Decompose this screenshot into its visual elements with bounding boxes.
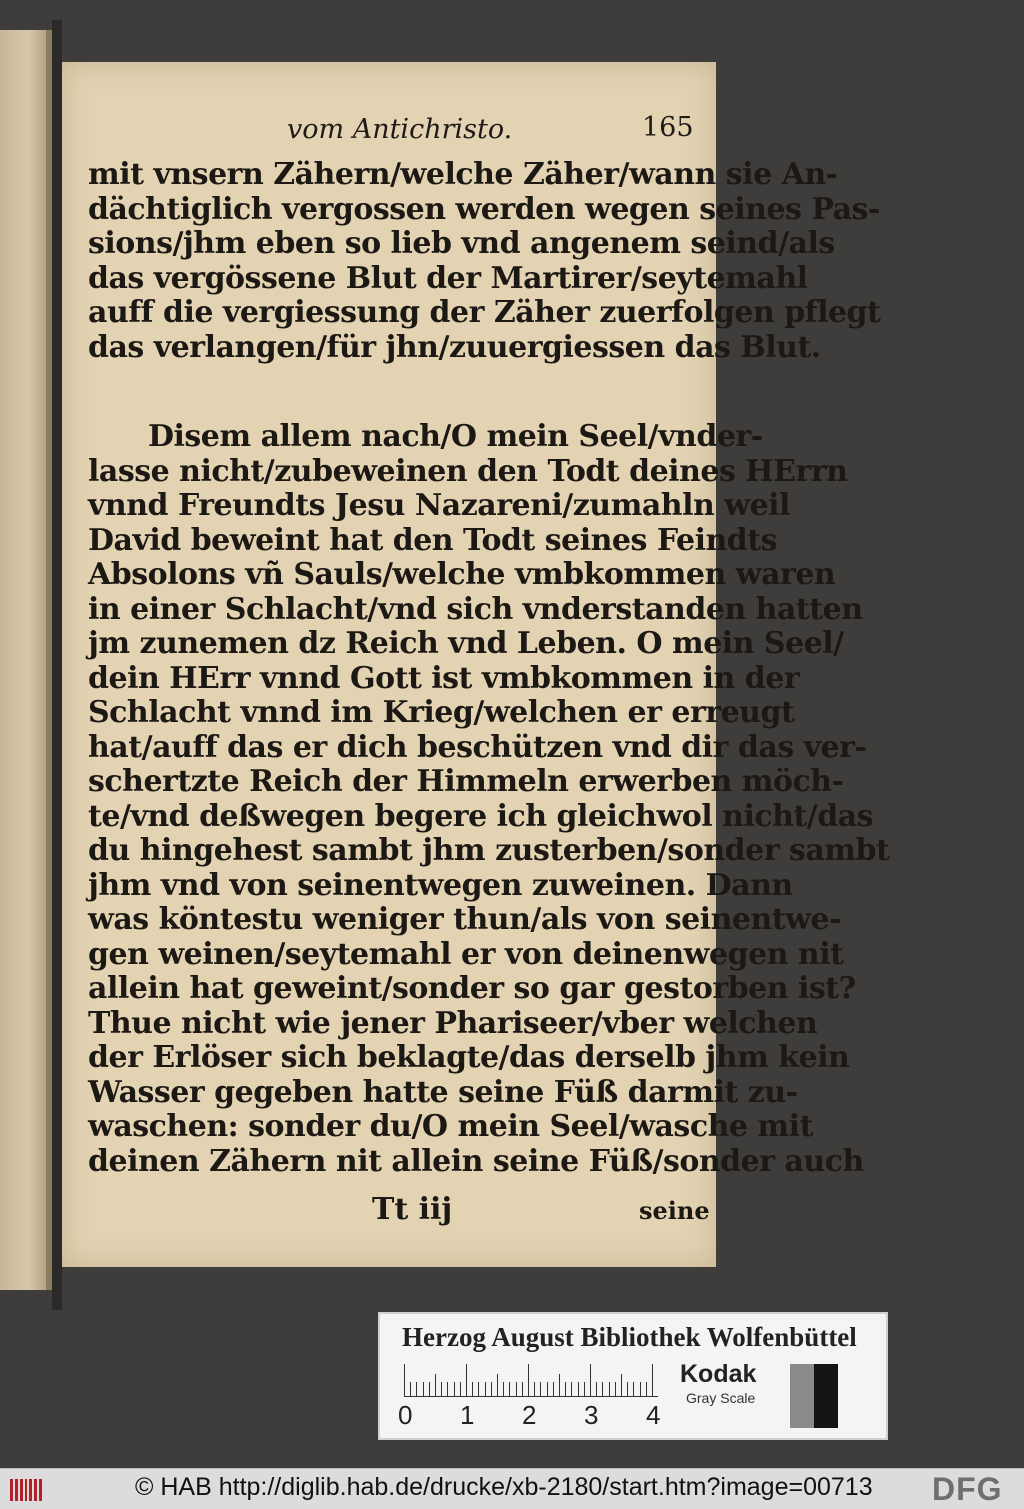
scale-number: 1: [460, 1400, 475, 1430]
ruler-tick: [627, 1382, 628, 1396]
ruler-tick: [503, 1382, 504, 1396]
ruler-tick: [534, 1382, 535, 1396]
ruler-tick: [559, 1374, 560, 1396]
ruler-tick: [478, 1382, 479, 1396]
ruler-tick: [646, 1382, 647, 1396]
ruler-tick: [516, 1382, 517, 1396]
ruler-tick: [429, 1382, 430, 1396]
text-line: Wasser gegeben hatte seine Füß darmit zu-: [88, 1074, 798, 1110]
dfg-logo: DFG: [932, 1471, 1003, 1507]
page-number: 165: [642, 112, 694, 143]
text-line: schertzte Reich der Himmeln erwerben möch-: [88, 764, 844, 799]
ruler-tick: [528, 1364, 529, 1396]
bottom-bar: [0, 1468, 1024, 1509]
ruler-tick: [460, 1382, 461, 1396]
text-line: auff die vergiessung der Zäher zuerfolgen pflegt: [88, 295, 881, 330]
scale-number: 2: [522, 1400, 537, 1430]
color-reference-card: [378, 1312, 888, 1440]
text-line: was köntestu weniger thun/als von seinentwe-: [88, 902, 842, 937]
ruler-tick: [454, 1382, 455, 1396]
scale-number: 3: [584, 1400, 599, 1430]
ruler-tick: [410, 1382, 411, 1396]
ruler-tick: [590, 1364, 591, 1396]
text-line: Disem allem nach/O mein Seel/vnder-: [148, 419, 763, 454]
ruler-tick: [640, 1382, 641, 1396]
black-patch: [814, 1364, 838, 1428]
text-line: vnnd Freundts Jesu Nazareni/zumahln weil: [88, 488, 790, 523]
running-header: [287, 114, 707, 154]
text-line: Absolons vñ Sauls/welche vmbkommen waren: [88, 557, 836, 592]
ruler-tick: [547, 1382, 548, 1396]
text-line: das verlangen/für jhn/zuuergiessen das Blut.: [88, 329, 821, 365]
text-line: Schlacht vnnd im Krieg/welchen er erreugt: [88, 695, 795, 730]
text-line: in einer Schlacht/vnd sich vnderstanden hatten: [88, 591, 863, 627]
kodak-logo: Kodak: [680, 1360, 757, 1388]
text-line: allein hat geweint/sonder so gar gestorben ist?: [88, 971, 856, 1006]
text-line: dächtiglich vergossen werden wegen seines Pas-: [88, 191, 880, 227]
institution-label: Herzog August Bibliothek Wolfenbüttel: [402, 1322, 857, 1352]
ruler-tick: [609, 1382, 610, 1396]
ruler-tick: [416, 1382, 417, 1396]
ruler-tick: [633, 1382, 634, 1396]
book-page: [62, 62, 890, 1267]
page-text: [88, 157, 890, 1179]
scale-ruler: [404, 1362, 658, 1397]
signature-mark: Tt iij: [372, 1192, 453, 1227]
text-line: mit vnsern Zähern/welche Zäher/wann sie An-: [88, 157, 838, 192]
ruler-tick: [652, 1364, 653, 1396]
page-footer: [62, 1192, 716, 1232]
ruler-tick: [602, 1382, 603, 1396]
text-line: deinen Zähern nit allein seine Füß/sonder auch: [88, 1143, 864, 1179]
text-line: hat/auff das er dich beschützen vnd dir das ver-: [88, 729, 867, 765]
ruler-tick: [491, 1382, 492, 1396]
ruler-tick: [571, 1382, 572, 1396]
text-line: jm zunemen dz Reich vnd Leben. O mein Seel/: [88, 626, 844, 661]
text-line: te/vnd deßwegen begere ich gleichwol nicht/das: [88, 798, 874, 834]
ruler-tick: [553, 1382, 554, 1396]
text-line: der Erlöser sich beklagte/das derselb jhm kein: [88, 1040, 850, 1075]
scale-numbers: [394, 1400, 674, 1434]
text-line: Thue nicht wie jener Phariseer/vber welchen: [88, 1005, 818, 1041]
ruler-tick: [596, 1382, 597, 1396]
ruler-tick: [441, 1382, 442, 1396]
ruler-tick: [540, 1382, 541, 1396]
ruler-tick: [621, 1374, 622, 1396]
ruler-tick: [466, 1364, 467, 1396]
ruler-tick: [485, 1382, 486, 1396]
text-line: du hingehest sambt jhm zusterben/sonder sambt: [88, 833, 890, 868]
ruler-tick: [584, 1382, 585, 1396]
gray-scale-label: Gray Scale: [686, 1390, 756, 1406]
running-title: vom Antichristo.: [287, 114, 513, 145]
ruler-tick: [447, 1382, 448, 1396]
scale-number: 0: [398, 1400, 413, 1430]
scale-number: 4: [646, 1400, 661, 1430]
ruler-tick: [565, 1382, 566, 1396]
text-line: David beweint hat den Todt seines Feindts: [88, 522, 778, 558]
text-line: sions/jhm eben so lieb vnd angenem seind/als: [88, 226, 835, 261]
paragraph-break: [88, 365, 718, 420]
text-line: lasse nicht/zubeweinen den Todt deines HErrn: [88, 453, 848, 489]
copyright-link[interactable]: © HAB http://diglib.hab.de/drucke/xb-2180/start.htm?image=00713: [135, 1473, 873, 1501]
binding-gutter: [52, 20, 62, 1310]
text-line: dein HErr vnnd Gott ist vmbkommen in der: [88, 660, 800, 696]
ruler-tick: [509, 1382, 510, 1396]
gray-patch: [790, 1364, 814, 1428]
catchword: seine: [639, 1196, 710, 1225]
text-line: gen weinen/seytemahl er von deinenwegen nit: [88, 936, 844, 972]
ruler-tick: [615, 1382, 616, 1396]
ruler-tick: [404, 1364, 405, 1396]
ruler-tick: [472, 1382, 473, 1396]
text-line: das vergössene Blut der Martirer/seytemahl: [88, 260, 808, 296]
ruler-tick: [522, 1382, 523, 1396]
ruler-tick: [497, 1374, 498, 1396]
ruler-tick: [423, 1382, 424, 1396]
ruler-tick: [578, 1382, 579, 1396]
ruler-tick: [435, 1374, 436, 1396]
text-line: waschen: sonder du/O mein Seel/wasche mit: [88, 1109, 813, 1144]
left-page-edge: [0, 30, 52, 1290]
hab-logo-icon: [10, 1479, 42, 1501]
text-line: jhm vnd von seinentwegen zuweinen. Dann: [88, 867, 793, 903]
